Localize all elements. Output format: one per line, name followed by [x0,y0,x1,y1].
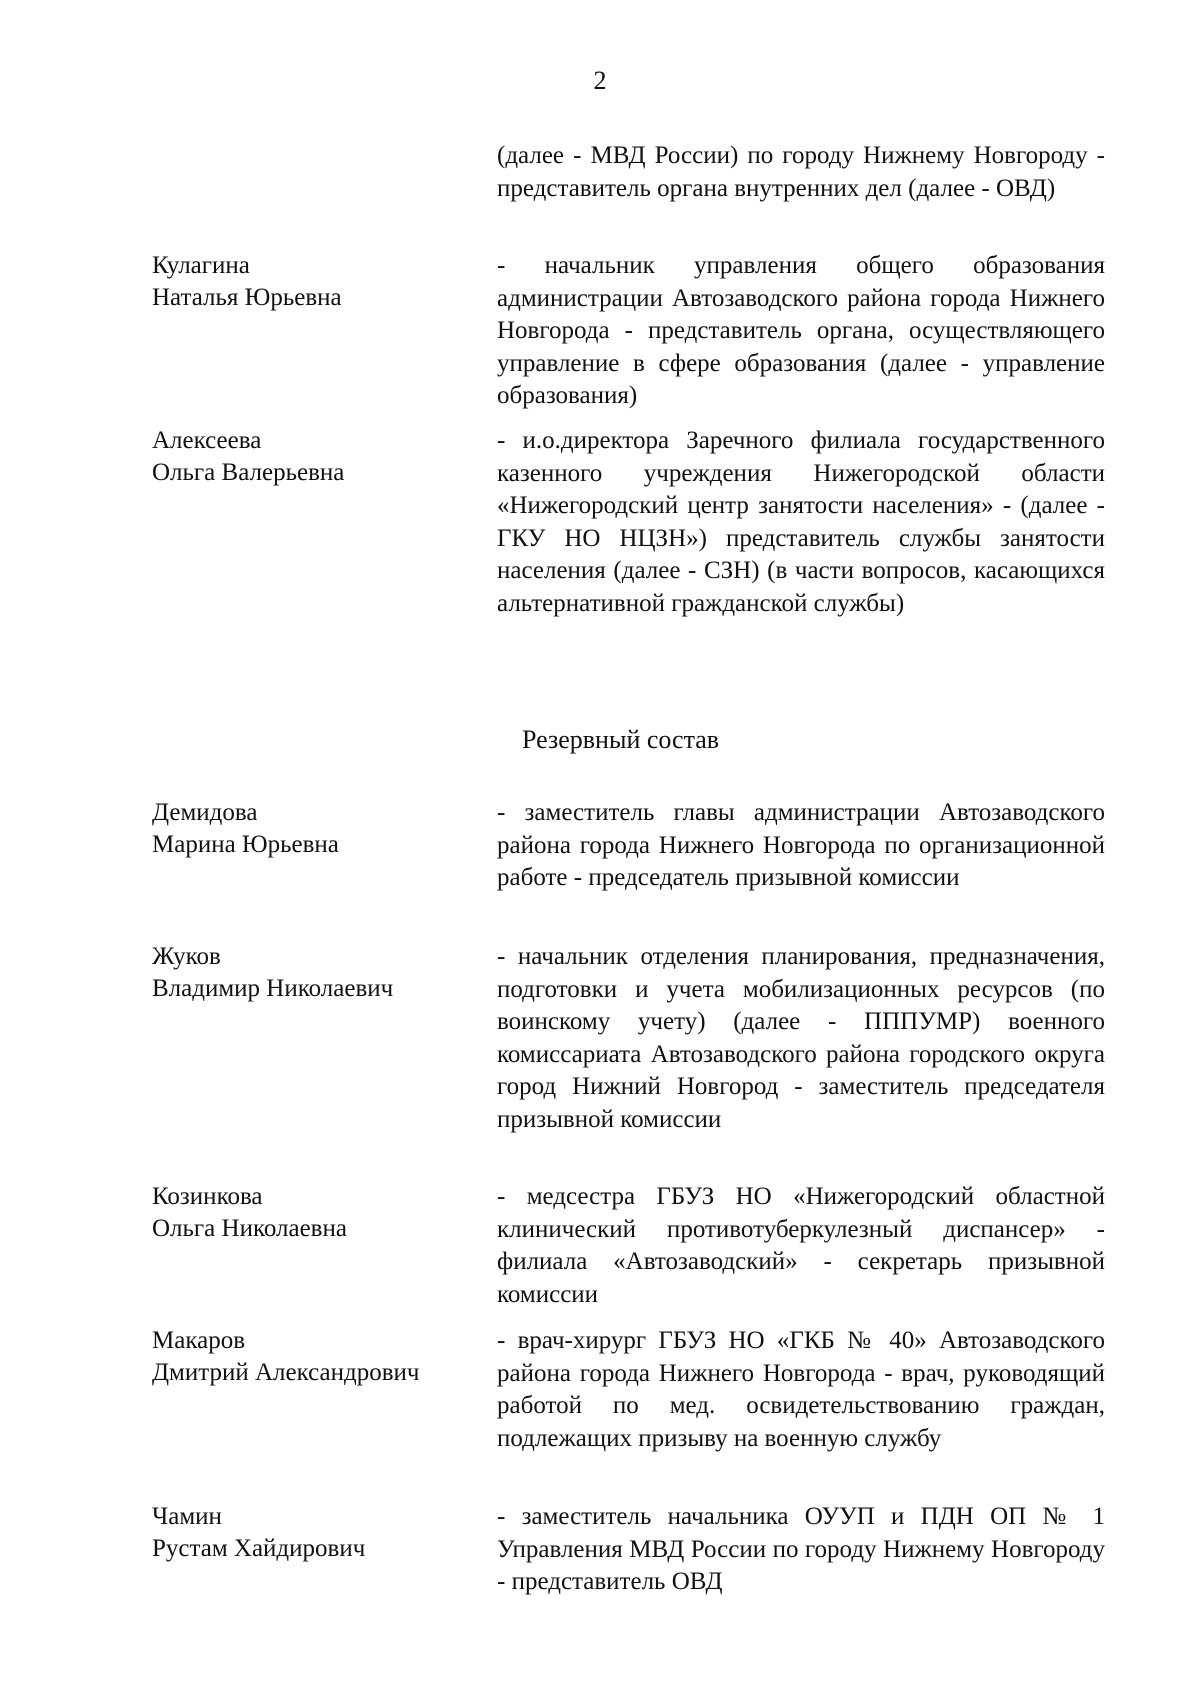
member-role: - и.о.директора Заречного филиала государственного казенного учреждения Нижегородской области «Нижегородский центр занятости населения» - (далее - ГКУ НО НЦЗН») представитель службы занятости населения (далее - СЗН) (в части вопросов, касающихся альтернативной гражданской службы) [497,427,1105,617]
member-given-names: Ольга Валерьевна [152,459,345,486]
member-surname: Жуков [152,943,221,970]
member-name [152,797,482,861]
member-name [152,1181,482,1245]
member-surname: Алексеева [152,427,262,454]
page-number: 2 [593,66,607,95]
member-given-names: Владимир Николаевич [152,975,394,1002]
member-role: - заместитель главы администрации Автозаводского района города Нижнего Новгорода по организационной работе - председатель призывной комиссии [497,799,1105,891]
member-name [152,425,482,489]
member-given-names: Рустам Хайдирович [152,1535,366,1562]
member-name [152,250,482,314]
member-surname: Демидова [152,799,258,826]
member-surname: Макаров [152,1327,245,1354]
member-surname: Чамин [152,1503,222,1530]
member-given-names: Ольга Николаевна [152,1215,347,1242]
member-name [152,1325,482,1389]
section-heading: Резервный состав [522,725,720,754]
member-surname: Кулагина [152,252,250,279]
member-given-names: Марина Юрьевна [152,831,339,858]
member-role: - медсестра ГБУЗ НО «Нижегородский областной клинический противотуберкулезный диспансер» - филиала «Автозаводский» - секретарь призывной комиссии [497,1183,1105,1308]
member-surname: Козинкова [152,1183,263,1210]
member-given-names: Дмитрий Александрович [152,1359,420,1386]
member-role: - начальник отделения планирования, предназначения, подготовки и учета мобилизационных ресурсов (по воинскому учету) (далее - ПППУМР) военного комиссариата Автозаводского района городского округа город Нижний Новгород - заместитель председателя призывной комиссии [497,943,1105,1133]
member-role: - заместитель начальника ОУУП и ПДН ОП № 1 Управления МВД России по городу Нижнему Новгороду - представитель ОВД [497,1503,1105,1595]
member-name [152,1501,482,1565]
member-name [152,941,482,1005]
member-role: - врач-хирург ГБУЗ НО «ГКБ № 40» Автозаводского района города Нижнего Новгорода - врач, руководящий работой по мед. освидетельствованию граждан, подлежащих призыву на военную службу [497,1327,1105,1452]
member-given-names: Наталья Юрьевна [152,284,342,311]
continuation-paragraph: (далее - МВД России) по городу Нижнему Новгороду - представитель органа внутренних дел (далее - ОВД) [497,142,1105,202]
member-role: - начальник управления общего образования администрации Автозаводского района города Нижнего Новгорода - представитель органа, осуществляющего управление в сфере образования (далее - управление образования) [497,252,1105,409]
